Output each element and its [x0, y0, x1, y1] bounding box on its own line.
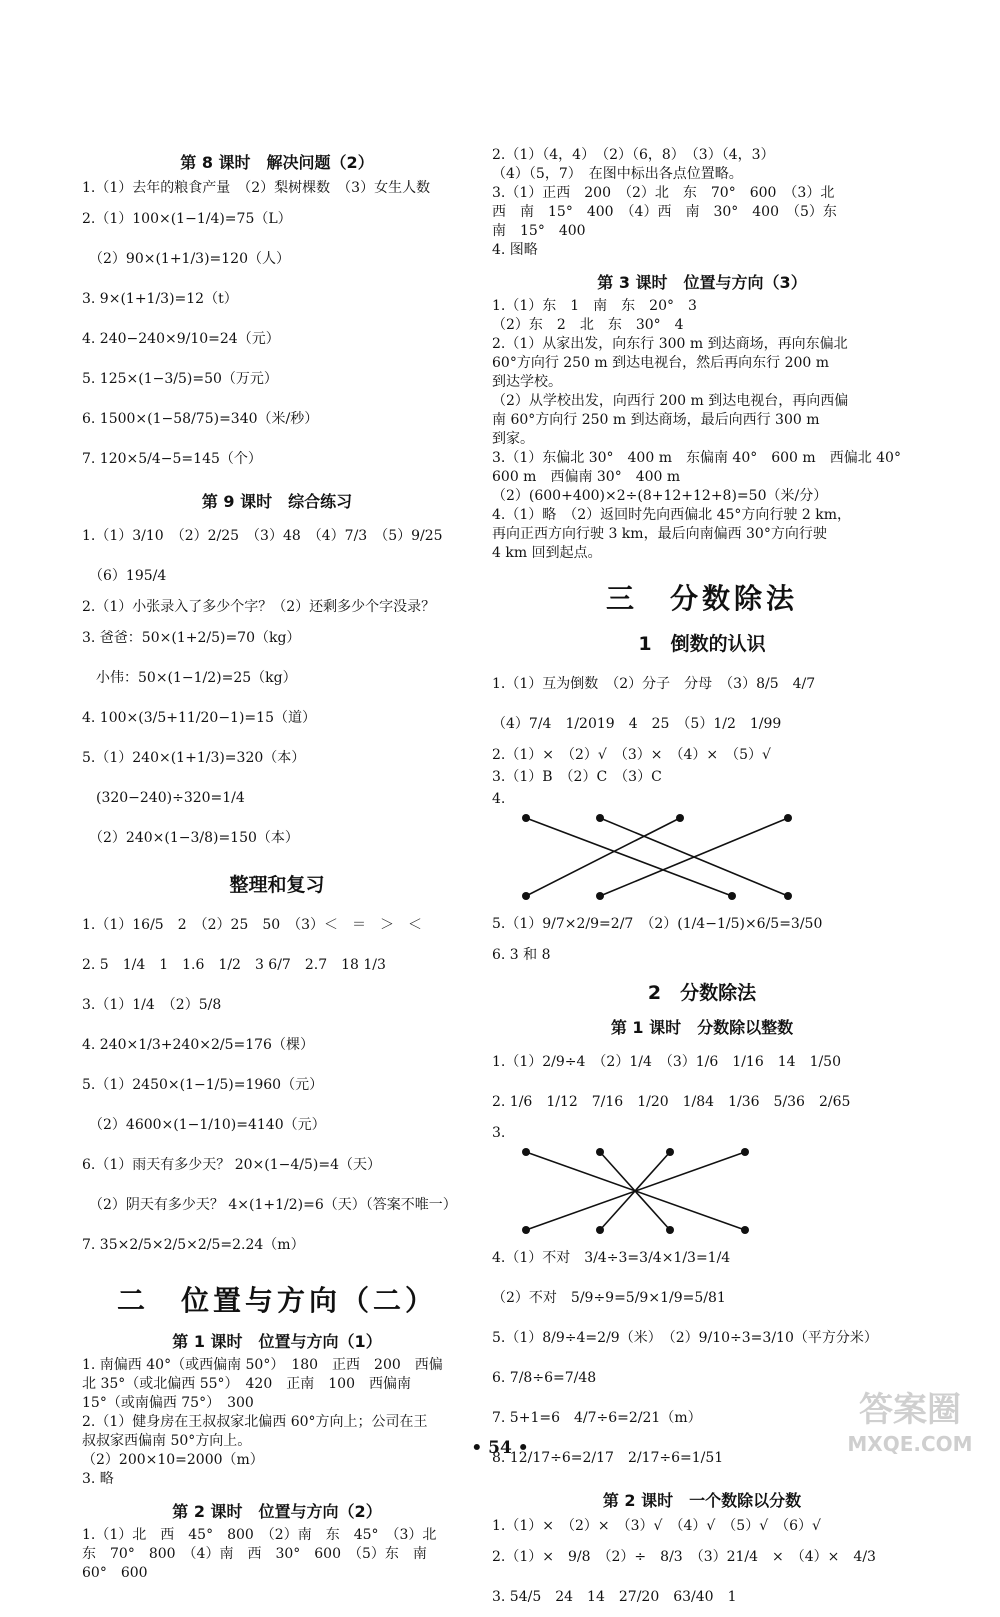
answer-row: 3.（1）正西 200 （2）北 东 70° 600 （3）北 — [492, 185, 835, 201]
matching-lines-diagram-2 — [520, 1146, 800, 1236]
answer-row: 5.（1）240×(1+1/3)=320（本） — [82, 750, 306, 766]
unit-title-fraction-division: 三 分数除法 — [605, 582, 798, 615]
dot — [596, 1148, 604, 1156]
section-title-s2-lesson1: 第 1 课时 分数除以整数 — [610, 1018, 794, 1037]
answer-row: 6. 3 和 8 — [492, 947, 551, 963]
u2-lesson2-answers — [82, 1526, 472, 1583]
s2-lesson1-answers — [492, 1042, 912, 1144]
answer-row: 南 60°方向行 250 m 到达商场，最后向西行 300 m — [492, 412, 820, 428]
dot — [522, 1148, 530, 1156]
answer-row: （2）东 2 北 东 30° 4 — [492, 317, 684, 333]
answer-row: 1.（1）3/10 （2）2/25 （3）48 （4）7/3 （5）9/25 — [82, 528, 443, 544]
answer-row: 5. 125×(1−3/5)=50（万元） — [82, 371, 278, 387]
answer-row: 5.（1）2450×(1−1/5)=1960（元） — [82, 1077, 324, 1093]
answer-row: 2.（1）× （2）√ （3）× （4）× （5）√ — [492, 747, 771, 763]
svg-text:答案圈: 答案圈 — [859, 1390, 961, 1430]
answer-row: 1.（1）互为倒数 （2）分子 分母 （3）8/5 4/7 — [492, 676, 816, 692]
answer-row: 7. 35×2/5×2/5×2/5=2.24（m） — [82, 1237, 305, 1253]
dot — [522, 1226, 530, 1234]
u2-lesson3-answers — [492, 297, 912, 563]
section-title-lesson9: 第 9 课时 综合练习 — [201, 492, 353, 511]
answer-row: (320−240)÷320=1/4 — [82, 790, 245, 806]
page-number: • 54 • — [471, 1438, 529, 1458]
answer-row: 60° 600 — [82, 1565, 148, 1581]
reciprocal-answers — [492, 664, 912, 810]
answer-row: 3. 略 — [82, 1471, 114, 1487]
section-title-u2-lesson1: 第 1 课时 位置与方向（1） — [172, 1332, 382, 1351]
lesson8-answers — [82, 177, 472, 479]
dot — [784, 892, 792, 900]
answer-row: 2. 1/6 1/12 7/16 1/20 1/84 1/36 5/36 2/65 — [492, 1094, 851, 1110]
dot — [522, 814, 530, 822]
answer-row: 1.（1）东 1 南 东 20° 3 — [492, 298, 697, 314]
answer-row: 2.（1）（4，4） （2）（6，8） （3）（4，3） — [492, 147, 775, 163]
dot — [596, 814, 604, 822]
answer-row: 1.（1）16/5 2 （2）25 50 （3）＜ ＝ ＞ ＜ — [82, 917, 423, 933]
answer-row: 5.（1）9/7×2/9=2/7 （2）(1/4−1/5)×6/5=3/50 — [492, 916, 823, 932]
answer-row: 4. 240×1/3+240×2/5=176（棵） — [82, 1037, 314, 1053]
answer-row: 到达学校。 — [492, 374, 562, 390]
review-answers — [82, 905, 472, 1265]
answer-row: 6.（1）雨天有多少天？ 20×(1−4/5)=4（天） — [82, 1157, 381, 1173]
answer-row: 3.（1）东偏北 30° 400 m 东偏南 40° 600 m 西偏北 40° — [492, 450, 901, 466]
answer-row: 4.（1）不对 3/4÷3=3/4×1/3=1/4 — [492, 1250, 731, 1266]
answer-row: （2）从学校出发，向西行 200 m 到达电视台，再向西偏 — [492, 393, 849, 409]
answer-row: 60°方向行 250 m 到达电视台，然后再向东行 200 m — [492, 355, 830, 371]
answer-row: 3. 爸爸：50×(1+2/5)=70（kg） — [82, 630, 301, 646]
answer-row: 2.（1）从家出发，向东行 300 m 到达商场，再向东偏北 — [492, 336, 848, 352]
dot — [728, 892, 736, 900]
dot — [741, 1226, 749, 1234]
dot — [676, 814, 684, 822]
answer-row: 4. 240−240×9/10=24（元） — [82, 331, 280, 347]
answer-row: 600 m 西偏南 30° 400 m — [492, 469, 681, 485]
answer-row: 再向正西方向行驶 3 km，最后向南偏西 30°方向行驶 — [492, 526, 827, 542]
section-title-fraction-division: 2 分数除法 — [647, 982, 757, 1004]
answer-row: 西 南 15° 400 （4）西 南 30° 400 （5）东 — [492, 204, 837, 220]
s2-lesson2-answers — [492, 1515, 912, 1617]
section-title-reciprocal: 1 倒数的认识 — [638, 633, 766, 655]
answer-row: 3.（1）B （2）C （3）C — [492, 769, 662, 785]
section-title-lesson8: 第 8 课时 解决问题（2） — [180, 153, 374, 172]
answer-row: 3.（1）1/4 （2）5/8 — [82, 997, 222, 1013]
answer-row: 2.（1）× 9/8 （2）÷ 8/3 （3）21/4 × （4）× 4/3 — [492, 1549, 876, 1565]
answer-row: 1.（1）× （2）× （3）√ （4）√ （5）√ （6）√ — [492, 1518, 821, 1534]
section-title-u2-lesson2: 第 2 课时 位置与方向（2） — [172, 1502, 382, 1521]
answer-row: （2）(600+400)×2÷(8+12+12+8)=50（米/分） — [492, 488, 828, 504]
answer-row: 1.（1）2/9÷4 （2）1/4 （3）1/6 1/16 14 1/50 — [492, 1054, 842, 1070]
answer-row: 3. — [492, 1125, 506, 1141]
answer-row: 2.（1）100×(1−1/4)=75（L） — [82, 211, 292, 227]
answer-row: 6. 7/8÷6=7/48 — [492, 1370, 597, 1386]
answer-row: （4）（5，7） 在图中标出各点位置略。 — [492, 166, 743, 182]
answer-row: （2）240×(1−3/8)=150（本） — [82, 830, 299, 846]
section-title-review: 整理和复习 — [229, 874, 325, 896]
answer-row: 北 35°（或北偏西 55°） 420 正南 100 西偏南 — [82, 1376, 411, 1392]
section-title-u2-lesson3: 第 3 课时 位置与方向（3） — [597, 273, 807, 292]
answer-row: 5.（1）8/9÷4=2/9（米） （2）9/10÷3=3/10（平方分米） — [492, 1330, 878, 1346]
answer-row: 4.（1）略 （2）返回时先向西偏北 45°方向行驶 2 km， — [492, 507, 852, 523]
answer-row: 4. 图略 — [492, 242, 538, 258]
u2-lesson2-continued-answers — [492, 146, 912, 260]
matching-lines-diagram-1 — [520, 812, 800, 902]
answer-row: （2）不对 5/9÷9=5/9×1/9=5/81 — [492, 1290, 726, 1306]
answer-row: 到家。 — [492, 431, 534, 447]
answer-row: （4）7/4 1/2019 4 25 （5）1/2 1/99 — [492, 716, 782, 732]
dot — [596, 892, 604, 900]
answer-row: 东 70° 800 （4）南 西 30° 600 （5）东 南 — [82, 1546, 427, 1562]
answer-row: 2.（1）小张录入了多少个字？（2）还剩多少个字没录？ — [82, 599, 436, 615]
answer-row: 1.（1）北 西 45° 800 （2）南 东 45° （3）北 — [82, 1527, 437, 1543]
answer-row: 4 km 回到起点。 — [492, 545, 602, 561]
answer-row: （2）90×(1+1/3)=120（人） — [82, 251, 290, 267]
answer-row: 4. — [492, 791, 506, 807]
answer-row: 4. 100×(3/5+11/20−1)=15（道） — [82, 710, 316, 726]
dot — [784, 814, 792, 822]
answer-row: 6. 1500×(1−58/75)=340（米/秒） — [82, 411, 319, 427]
reciprocal-answers-continued — [492, 904, 912, 966]
section-title-s2-lesson2: 第 2 课时 一个数除以分数 — [602, 1491, 802, 1510]
answer-row: 3. 54/5 24 14 27/20 63/40 1 — [492, 1589, 737, 1605]
answer-row: 2. 5 1/4 1 1.6 1/2 3 6/7 2.7 18 1/3 — [82, 957, 386, 973]
lesson9-answers — [82, 516, 472, 858]
answer-row: 1.（1）去年的粮食产量 （2）梨树棵数 （3）女生人数 — [82, 180, 431, 196]
watermark-logo — [830, 1373, 990, 1463]
answer-row: （2）阴天有多少天？ 4×(1+1/2)=6（天）（答案不唯一） — [82, 1197, 457, 1213]
answer-row: 7. 5+1=6 4/7÷6=2/21（m） — [492, 1410, 702, 1426]
answer-row: 3. 9×(1+1/3)=12（t） — [82, 291, 238, 307]
answer-row: 叔叔家西偏南 50°方向上。 — [82, 1433, 252, 1449]
u2-lesson1-answers — [82, 1356, 472, 1489]
svg-text:MXQE.COM: MXQE.COM — [847, 1432, 973, 1456]
answer-row: 南 15° 400 — [492, 223, 586, 239]
dot — [666, 1148, 674, 1156]
match-line — [526, 818, 680, 896]
answer-row: 8. 12/17÷6=2/17 2/17÷6=1/51 — [492, 1450, 724, 1466]
unit-title-position-direction: 二 位置与方向（二） — [116, 1284, 437, 1317]
answer-row: 小伟：50×(1−1/2)=25（kg） — [82, 670, 297, 686]
answer-row: （2）200×10=2000（m） — [82, 1452, 264, 1468]
answer-row: 15°（或南偏西 75°） 300 — [82, 1395, 254, 1411]
dot — [666, 1226, 674, 1234]
left-column — [82, 140, 472, 1583]
answer-row: 7. 120×5/4−5=145（个） — [82, 451, 262, 467]
answer-row: （2）4600×(1−1/10)=4140（元） — [82, 1117, 326, 1133]
dot — [522, 892, 530, 900]
answer-row: 2.（1）健身房在王叔叔家北偏西 60°方向上；公司在王 — [82, 1414, 428, 1430]
answer-row: （6）195/4 — [82, 568, 167, 584]
dot — [741, 1148, 749, 1156]
dot — [596, 1226, 604, 1234]
answer-row: 1. 南偏西 40°（或西偏南 50°） 180 正西 200 西偏 — [82, 1357, 443, 1373]
